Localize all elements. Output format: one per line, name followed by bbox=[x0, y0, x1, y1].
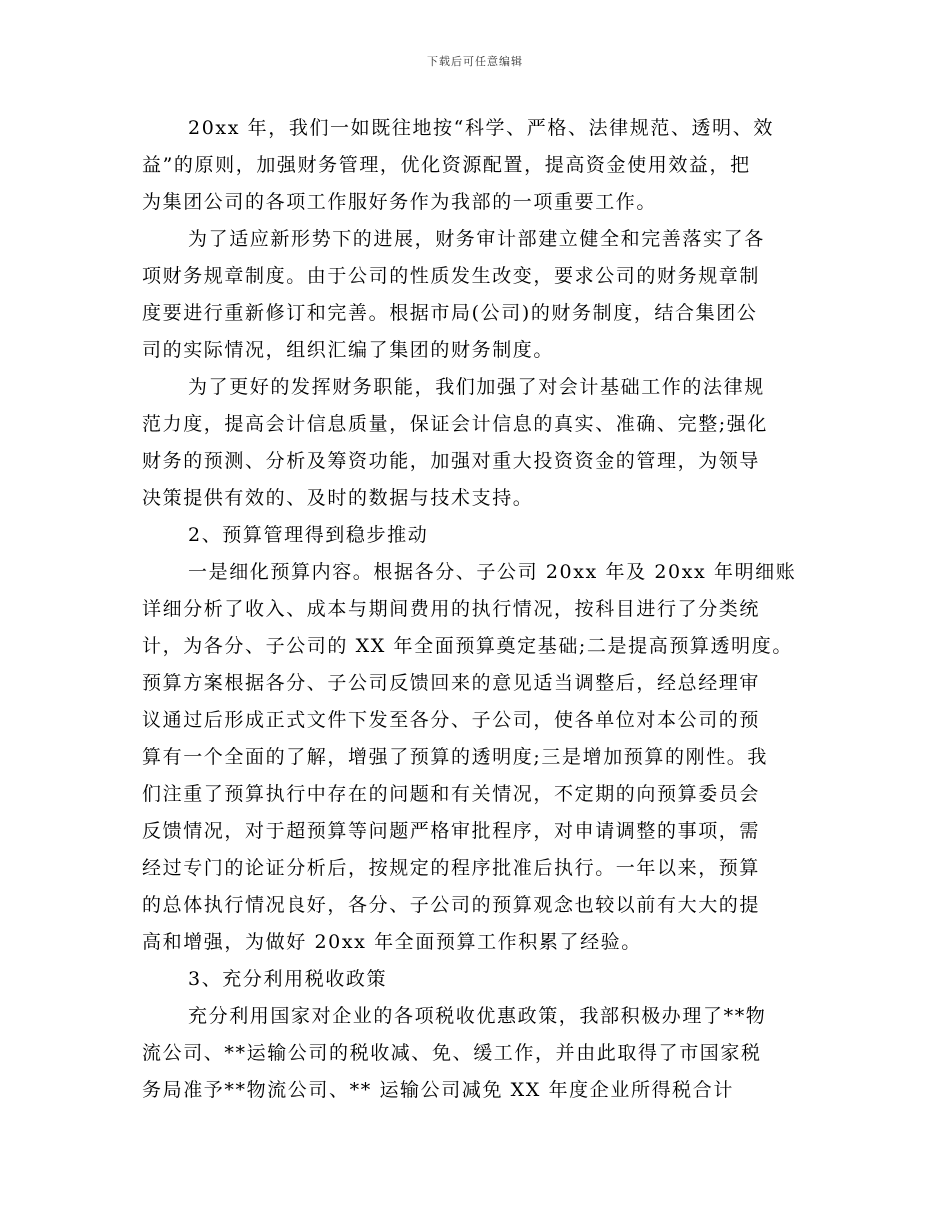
text-line: 2、预算管理得到稳步推动 bbox=[188, 524, 429, 546]
text-line: 计，为各分、子公司的 XX 年全面预算奠定基础;二是提高预算透明度。 bbox=[142, 635, 793, 657]
text-line: 经过专门的论证分析后，按规定的程序批准后执行。一年以来，预算 bbox=[142, 857, 761, 879]
text-line: 的总体执行情况良好，各分、子公司的预算观念也较以前有大大的提 bbox=[142, 894, 761, 916]
text-line: 们注重了预算执行中存在的问题和有关情况，不定期的向预算委员会 bbox=[142, 783, 761, 805]
text-line: 度要进行重新修订和完善。根据市局(公司)的财务制度，结合集团公 bbox=[142, 302, 758, 324]
document-body bbox=[142, 110, 807, 1109]
text-line: 一是细化预算内容。根据各分、子公司 20xx 年及 20xx 年明细账 bbox=[188, 561, 797, 583]
text-line: 20xx 年，我们一如既往地按“科学、严格、法律规范、透明、效 bbox=[188, 117, 774, 139]
text-line: 项财务规章制度。由于公司的性质发生改变，要求公司的财务规章制 bbox=[142, 265, 761, 287]
text-line: 议通过后形成正式文件下发至各分、子公司，使各单位对本公司的预 bbox=[142, 709, 761, 731]
page-header: 下载后可任意编辑 bbox=[427, 55, 523, 68]
text-line: 决策提供有效的、及时的数据与技术支持。 bbox=[142, 487, 534, 509]
text-line: 益”的原则，加强财务管理，优化资源配置，提高资金使用效益，把 bbox=[142, 154, 751, 176]
text-line: 财务的预测、分析及筹资功能，加强对重大投资资金的管理，为领导 bbox=[142, 450, 761, 472]
text-line: 预算方案根据各分、子公司反馈回来的意见适当调整后，经总经理审 bbox=[142, 672, 761, 694]
text-line: 为集团公司的各项工作服好务作为我部的一项重要工作。 bbox=[142, 191, 658, 213]
text-line: 司的实际情况，组织汇编了集团的财务制度。 bbox=[142, 339, 555, 361]
text-line: 为了适应新形势下的进展，财务审计部建立健全和完善落实了各 bbox=[188, 228, 765, 250]
text-line: 详细分析了收入、成本与期间费用的执行情况，按科目进行了分类统 bbox=[142, 598, 761, 620]
text-line: 充分利用国家对企业的各项税收优惠政策，我部积极办理了**物 bbox=[188, 1005, 767, 1027]
text-line: 务局准予**物流公司、** 运输公司减免 XX 年度企业所得税合计 bbox=[142, 1079, 734, 1101]
text-line: 范力度，提高会计信息质量，保证会计信息的真实、准确、完整;强化 bbox=[142, 413, 769, 435]
text-line: 算有一个全面的了解，增强了预算的透明度;三是增加预算的刚性。我 bbox=[142, 746, 769, 768]
text-line: 高和增强，为做好 20xx 年全面预算工作积累了经验。 bbox=[142, 931, 642, 953]
text-line: 流公司、**运输公司的税收减、免、缓工作，并由此取得了市国家税 bbox=[142, 1042, 762, 1064]
text-line: 3、充分利用税收政策 bbox=[188, 968, 388, 990]
text-line: 为了更好的发挥财务职能，我们加强了对会计基础工作的法律规 bbox=[188, 376, 765, 398]
text-line: 反馈情况，对于超预算等问题严格审批程序，对申请调整的事项，需 bbox=[142, 820, 761, 842]
